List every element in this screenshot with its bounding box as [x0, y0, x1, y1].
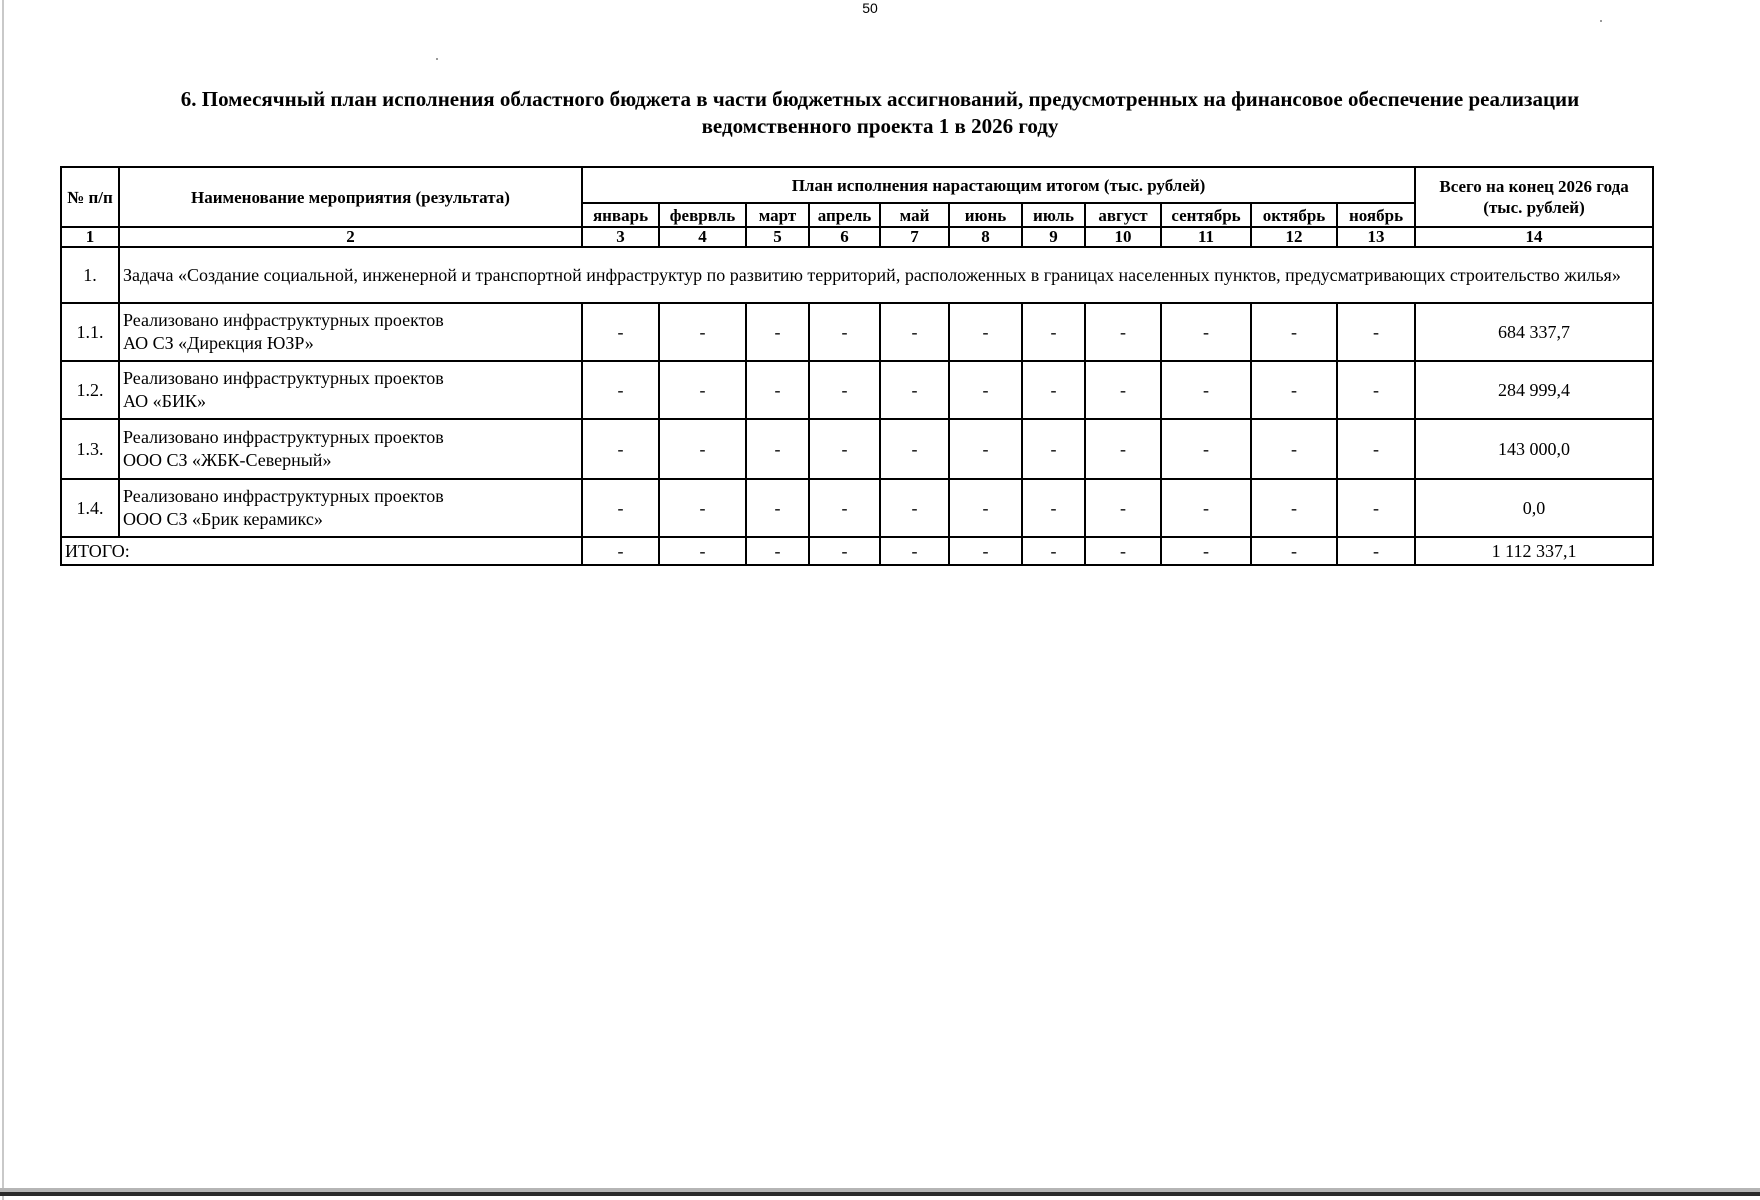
row-number: 1.4.	[61, 479, 119, 537]
total-month-value: -	[949, 537, 1022, 565]
header-month: апрель	[809, 203, 880, 227]
month-value: -	[1161, 479, 1251, 537]
month-value: -	[1085, 361, 1161, 419]
column-number: 1	[61, 227, 119, 247]
row-total: 684 337,7	[1415, 303, 1653, 361]
header-month: сентябрь	[1161, 203, 1251, 227]
total-label: ИТОГО:	[61, 537, 582, 565]
header-month: ноябрь	[1337, 203, 1415, 227]
column-number-row	[61, 227, 1653, 247]
row-name	[119, 303, 582, 361]
title-line-1: 6. Помесячный план исполнения областного бюджета в части бюджетных ассигнований, предусмотренных на финансовое обеспечение реализации	[180, 87, 1580, 111]
column-number: 11	[1161, 227, 1251, 247]
month-value: -	[746, 303, 809, 361]
column-number: 6	[809, 227, 880, 247]
month-value: -	[582, 303, 659, 361]
total-month-value: -	[809, 537, 880, 565]
total-month-value: -	[880, 537, 949, 565]
month-value: -	[1022, 419, 1085, 479]
scan-speck	[436, 58, 438, 60]
page-number: 50	[862, 0, 878, 16]
row-name	[119, 361, 582, 419]
grand-total: 1 112 337,1	[1415, 537, 1653, 565]
header-row-1	[61, 167, 1653, 203]
month-value: -	[880, 361, 949, 419]
header-month: август	[1085, 203, 1161, 227]
row-name-line: ООО СЗ «Брик керамикс»	[123, 509, 323, 529]
month-value: -	[1022, 361, 1085, 419]
month-value: -	[949, 479, 1022, 537]
table-row	[61, 479, 1653, 537]
title-line-2: ведомственного проекта 1 в 2026 году	[701, 114, 1059, 138]
month-value: -	[1337, 361, 1415, 419]
total-month-value: -	[582, 537, 659, 565]
month-value: -	[1085, 419, 1161, 479]
month-value: -	[1161, 361, 1251, 419]
column-number: 13	[1337, 227, 1415, 247]
month-value: -	[809, 361, 880, 419]
total-month-value: -	[746, 537, 809, 565]
month-value: -	[809, 303, 880, 361]
row-number: 1.3.	[61, 419, 119, 479]
month-value: -	[1085, 479, 1161, 537]
task-number: 1.	[61, 247, 119, 303]
table-row	[61, 419, 1653, 479]
header-month: май	[880, 203, 949, 227]
month-value: -	[809, 479, 880, 537]
document-title	[100, 86, 1660, 140]
month-value: -	[659, 361, 746, 419]
total-month-value: -	[1085, 537, 1161, 565]
month-value: -	[880, 303, 949, 361]
month-value: -	[1085, 303, 1161, 361]
row-name-line: Реализовано инфраструктурных проектов	[123, 368, 444, 388]
column-number: 2	[119, 227, 582, 247]
column-number: 10	[1085, 227, 1161, 247]
budget-plan-table	[60, 166, 1654, 566]
total-month-value: -	[1251, 537, 1337, 565]
scan-speck	[1600, 20, 1602, 22]
column-number: 14	[1415, 227, 1653, 247]
total-month-value: -	[1337, 537, 1415, 565]
total-row	[61, 537, 1653, 565]
task-row	[61, 247, 1653, 303]
month-value: -	[1337, 479, 1415, 537]
header-month: июнь	[949, 203, 1022, 227]
month-value: -	[582, 419, 659, 479]
header-total: Всего на конец 2026 года (тыс. рублей)	[1415, 167, 1653, 227]
header-plan-group: План исполнения нарастающим итогом (тыс. рублей)	[582, 167, 1415, 203]
header-month: июль	[1022, 203, 1085, 227]
month-value: -	[1022, 479, 1085, 537]
column-number: 5	[746, 227, 809, 247]
row-number: 1.2.	[61, 361, 119, 419]
header-month: январь	[582, 203, 659, 227]
row-name-line: Реализовано инфраструктурных проектов	[123, 310, 444, 330]
column-number: 8	[949, 227, 1022, 247]
month-value: -	[1161, 303, 1251, 361]
month-value: -	[659, 479, 746, 537]
month-value: -	[1161, 419, 1251, 479]
month-value: -	[1251, 419, 1337, 479]
column-number: 3	[582, 227, 659, 247]
column-number: 9	[1022, 227, 1085, 247]
table-row	[61, 303, 1653, 361]
row-name-line: ООО СЗ «ЖБК-Северный»	[123, 450, 332, 470]
header-month: феврвль	[659, 203, 746, 227]
row-name	[119, 419, 582, 479]
month-value: -	[809, 419, 880, 479]
month-value: -	[1251, 303, 1337, 361]
table-row	[61, 361, 1653, 419]
month-value: -	[746, 479, 809, 537]
month-value: -	[880, 419, 949, 479]
month-value: -	[1251, 479, 1337, 537]
row-name-line: Реализовано инфраструктурных проектов	[123, 486, 444, 506]
column-number: 7	[880, 227, 949, 247]
month-value: -	[659, 303, 746, 361]
scan-bottom-edge	[0, 1192, 1760, 1196]
row-name	[119, 479, 582, 537]
row-total: 0,0	[1415, 479, 1653, 537]
row-name-line: АО СЗ «Дирекция ЮЗР»	[123, 333, 314, 353]
month-value: -	[582, 479, 659, 537]
total-month-value: -	[1022, 537, 1085, 565]
month-value: -	[746, 361, 809, 419]
row-total: 143 000,0	[1415, 419, 1653, 479]
month-value: -	[1337, 419, 1415, 479]
row-total: 284 999,4	[1415, 361, 1653, 419]
row-name-line: АО «БИК»	[123, 391, 206, 411]
month-value: -	[949, 361, 1022, 419]
month-value: -	[1251, 361, 1337, 419]
month-value: -	[949, 303, 1022, 361]
total-month-value: -	[1161, 537, 1251, 565]
column-number: 12	[1251, 227, 1337, 247]
month-value: -	[582, 361, 659, 419]
page-edge	[2, 0, 4, 1200]
month-value: -	[949, 419, 1022, 479]
header-month: октябрь	[1251, 203, 1337, 227]
month-value: -	[1022, 303, 1085, 361]
total-month-value: -	[659, 537, 746, 565]
row-name-line: Реализовано инфраструктурных проектов	[123, 427, 444, 447]
column-number: 4	[659, 227, 746, 247]
header-name: Наименование мероприятия (результата)	[119, 167, 582, 227]
month-value: -	[1337, 303, 1415, 361]
task-text: Задача «Создание социальной, инженерной и транспортной инфраструктур по развитию территорий, расположенных в границах населенных пунктов, предусматривающих строительство жилья»	[119, 247, 1653, 303]
month-value: -	[659, 419, 746, 479]
month-value: -	[746, 419, 809, 479]
row-number: 1.1.	[61, 303, 119, 361]
header-number: № п/п	[61, 167, 119, 227]
month-value: -	[880, 479, 949, 537]
header-month: март	[746, 203, 809, 227]
